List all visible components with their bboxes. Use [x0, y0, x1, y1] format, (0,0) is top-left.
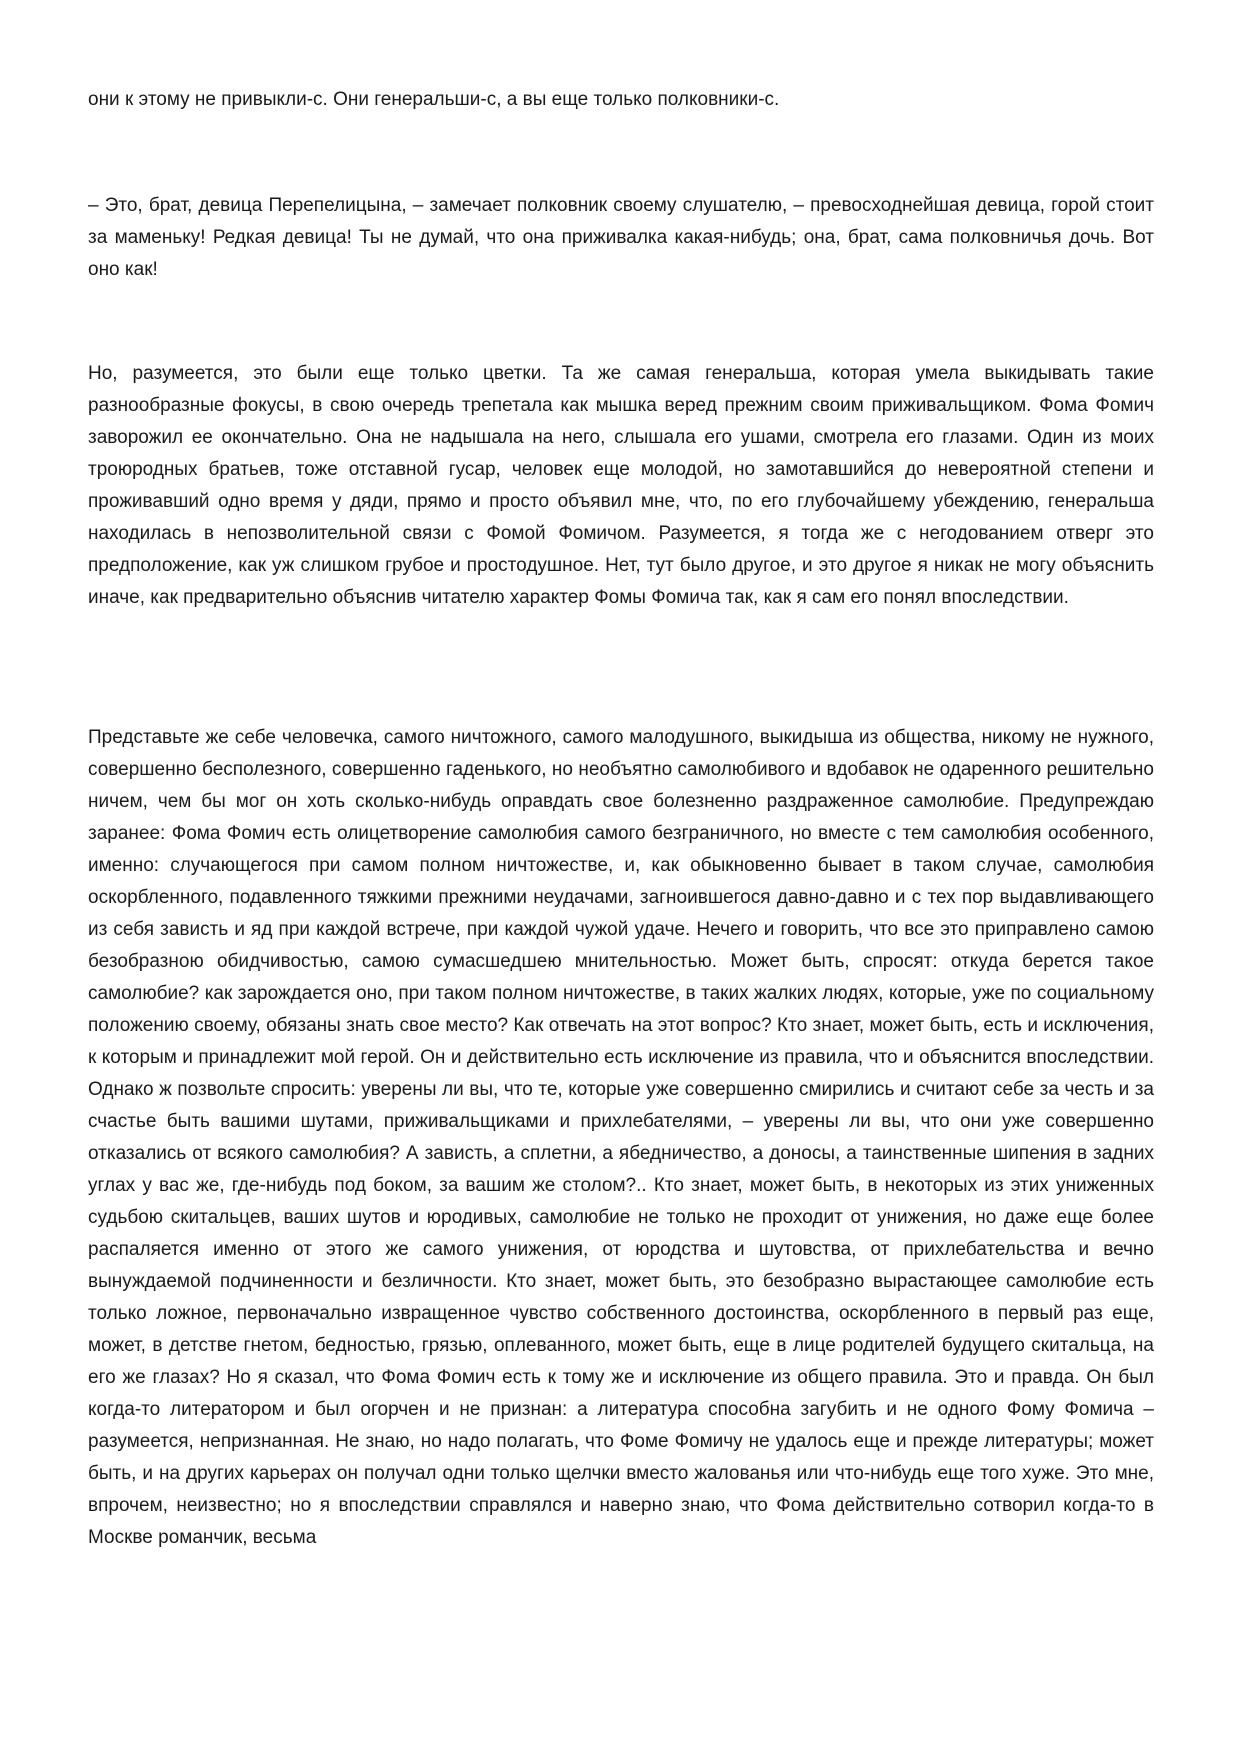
paragraph-2: – Это, брат, девица Перепелицына, – замечает полковник своему слушателю, – превосходнейшая девица, горой стоит за маменьку! Редкая девица! Ты не думай, что она приживалка какая-нибудь; она, брат, сама полковничья дочь. Вот оно как!: [88, 195, 1154, 280]
paragraph-4: Представьте же себе человечка, самого ничтожного, самого малодушного, выкидыша из общества, никому не нужного, совершенно бесполезного, совершенно гаденького, но необъятно самолюбивого и вдобавок не одаренного решительно ничем, чем бы мог он хоть сколько-нибудь оправдать свое болезненно раздраженное самолюбие. Предупреждаю заранее: Фома Фомич есть олицетворение самолюбия самого безграничного, но вместе с тем самолюбия особенного, именно: случающегося при самом полном ничтожестве, и, как обыкновенно бывает в таком случае, самолюбия оскорбленного, подавленного тяжкими прежними неудачами, загноившегося давно-давно и с тех пор выдавливающего из себя зависть и яд при каждой встрече, при каждой чужой удаче. Нечего и говорить, что все это приправлено самою безобразною обидчивостью, самою сумасшедшею мнительностью. Может быть, спросят: откуда берется такое самолюбие? как зарождается оно, при таком полном ничтожестве, в таких жалких людях, которые, уже по социальному положению своему, обязаны знать свое место? Как отвечать на этот вопрос? Кто знает, может быть, есть и исключения, к которым и принадлежит мой герой. Он и действительно есть исключение из правила, что и объяснится впоследствии. Однако ж позвольте спросить: уверены ли вы, что те, которые уже совершенно смирились и считают себе за честь и за счастье быть вашими шутами, приживальщиками и прихлебателями, – уверены ли вы, что они уже совершенно отказались от всякого самолюбия? А зависть, а сплетни, а ябедничество, а доносы, а таинственные шипения в задних углах у вас же, где-нибудь под боком, за вашим же столом?.. Кто знает, может быть, в некоторых из этих униженных судьбою скитальцев, ваших шутов и юродивых, самолюбие не только не проходит от унижения, но даже еще более распаляется именно от этого же самого унижения, от юродства и шутовства, от прихлебательства и вечно вынуждаемой подчиненности и безличности. Кто знает, может быть, это безобразно вырастающее самолюбие есть только ложное, первоначально извращенное чувство собственного достоинства, оскорбленного в первый раз еще, может, в детстве гнетом, бедностью, грязью, оплеванного, может быть, еще в лице родителей будущего скитальца, на его же глазах? Но я сказал, что Фома Фомич есть к тому же и исключение из общего правила. Это и правда. Он был когда-то литератором и был огорчен и не признан: а литература способна загубить и не одного Фому Фомича – разумеется, непризнанная. Не знаю, но надо полагать, что Фоме Фомичу не удалось еще и прежде литературы; может быть, и на других карьерах он получал одни только щелчки вместо жалованья или что-нибудь еще того хуже. Это мне, впрочем, неизвестно; но я впоследствии справлялся и наверно знаю, что Фома действительно сотворил когда-то в Москве романчик, весьма: [88, 727, 1154, 1548]
paragraph-3: Но, разумеется, это были еще только цветки. Та же самая генеральша, которая умела выкидывать такие разнообразные фокусы, в свою очередь трепетала как мышка веред прежним своим приживальщиком. Фома Фомич заворожил ее окончательно. Она не надышала на него, слышала его ушами, смотрела его глазами. Один из моих троюродных братьев, тоже отставной гусар, человек еще молодой, но замотавшийся до невероятной степени и проживавший одно время у дяди, прямо и просто объявил мне, что, по его глубочайшему убеждению, генеральша находилась в непозволительной связи с Фомой Фомичом. Разумеется, я тогда же с негодованием отверг это предположение, как уж слишком грубое и простодушное. Нет, тут было другое, и это другое я никак не могу объяснить иначе, как предварительно объяснив читателю характер Фомы Фомича так, как я сам его понял впоследствии.: [88, 363, 1154, 608]
paragraph-1: они к этому не привыкли-с. Они генеральши-с, а вы еще только полковники-с.: [88, 89, 780, 110]
